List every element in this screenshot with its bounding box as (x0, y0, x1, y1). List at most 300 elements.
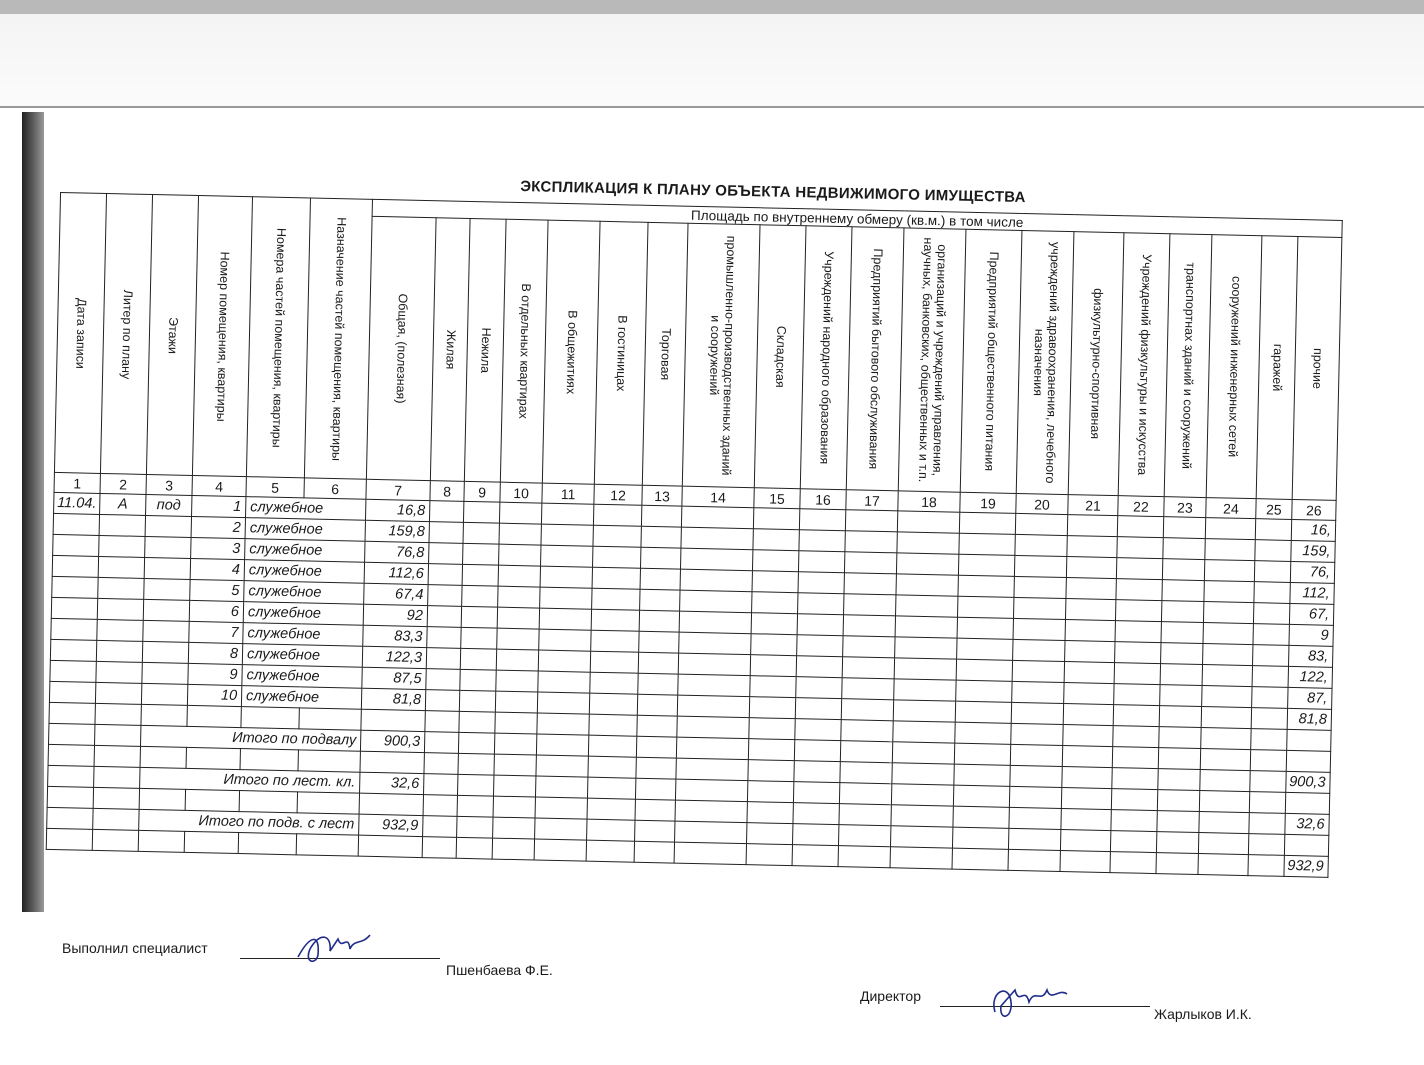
table-cell (678, 674, 750, 697)
table-cell (536, 755, 588, 777)
table-cell (639, 631, 679, 653)
floor-cell (144, 578, 190, 600)
other-area-cell (1284, 834, 1328, 856)
table-cell (795, 719, 841, 741)
header-total: Общая, (полезная) (366, 216, 436, 480)
liter-cell (97, 619, 143, 641)
liter-cell (93, 808, 139, 830)
table-cell (680, 569, 752, 592)
table-cell (1013, 618, 1065, 640)
header-organizations: организаций и учреждений управления, научных, банковских, общественных и т.п. (898, 228, 966, 492)
table-cell (1253, 624, 1289, 646)
other-area-cell (1285, 792, 1329, 814)
table-cell (794, 740, 840, 762)
table-cell (493, 775, 535, 797)
table-cell (1157, 790, 1199, 812)
date-cell (52, 555, 98, 577)
date-cell (49, 681, 95, 703)
table-cell (1201, 728, 1251, 750)
table-cell (1159, 727, 1201, 749)
table-cell (498, 586, 540, 608)
header-living: Жилая (430, 218, 470, 482)
table-cell (1113, 705, 1159, 727)
total-area-cell: 122,3 (362, 646, 426, 668)
table-cell (679, 632, 751, 655)
table-cell (591, 630, 639, 652)
header-trade: Торговая (642, 222, 688, 486)
table-cell (496, 670, 538, 692)
table-cell (1163, 538, 1205, 560)
total-area-cell: 87,5 (362, 667, 426, 689)
table-cell (1205, 518, 1255, 540)
col-num: 21 (1068, 495, 1118, 516)
table-cell (748, 739, 794, 761)
header-transport: транспортнах зданий и сооружений (1164, 234, 1212, 498)
table-cell (838, 846, 890, 868)
table-cell (641, 526, 681, 548)
table-cell (678, 653, 750, 676)
table-cell (1110, 831, 1156, 853)
purpose-cell: служебное (243, 602, 363, 626)
table-cell (797, 635, 843, 657)
table-cell (1252, 687, 1288, 709)
table-cell (894, 679, 956, 701)
table-cell (494, 754, 536, 776)
table-cell (459, 711, 495, 733)
table-cell (640, 547, 680, 569)
liter-cell (97, 598, 143, 620)
header-hotels: В гостиницах (594, 221, 648, 485)
header-room-parts: Номера частей помещения, квартиры (246, 197, 310, 478)
table-cell (1008, 849, 1060, 871)
date-cell (46, 828, 92, 850)
table-cell (753, 529, 799, 551)
table-cell (798, 593, 844, 615)
floor-cell (145, 536, 191, 558)
date-cell (51, 618, 97, 640)
table-cell (752, 571, 798, 593)
subtotal-value: 900,3 (360, 730, 424, 752)
table-cell (957, 638, 1013, 660)
table-cell (799, 509, 845, 531)
table-cell (535, 776, 587, 798)
table-cell (1202, 686, 1252, 708)
table-cell (1198, 832, 1248, 854)
room-number-cell: 8 (188, 642, 242, 664)
header-room-number: Номер помещения, квартиры (192, 196, 252, 477)
purpose-cell: служебное (242, 644, 362, 668)
table-cell (893, 721, 955, 743)
table-cell (638, 652, 678, 674)
table-cell (1014, 555, 1066, 577)
table-cell (792, 845, 838, 867)
table-cell (238, 833, 296, 855)
table-cell (1159, 706, 1201, 728)
table-cell (681, 506, 753, 529)
table-cell (675, 800, 747, 823)
table-cell (1198, 853, 1248, 875)
header-industrial: промышленно-производственных зданий и сооружений (682, 223, 760, 488)
table-cell (1161, 601, 1203, 623)
table-cell (139, 788, 185, 810)
floor-cell (141, 683, 187, 705)
table-cell (138, 830, 184, 852)
table-cell (795, 698, 841, 720)
table-cell (895, 637, 957, 659)
table-cell (952, 848, 1008, 870)
table-cell (1156, 832, 1198, 854)
table-cell (753, 508, 799, 530)
table-cell (959, 512, 1015, 534)
table-cell (1251, 729, 1287, 751)
table-cell (497, 628, 539, 650)
table-cell (299, 708, 361, 730)
specialist-name: Пшенбаева Ф.Е. (446, 962, 553, 978)
table-cell (538, 650, 590, 672)
table-cell (186, 747, 240, 769)
table-cell (425, 690, 459, 712)
date-cell (49, 723, 95, 745)
liter-cell (99, 514, 145, 536)
table-cell (460, 669, 496, 691)
table-cell (495, 691, 537, 713)
table-cell (796, 656, 842, 678)
table-cell (1012, 681, 1064, 703)
table-cell (462, 585, 498, 607)
table-cell (535, 818, 587, 840)
table-cell (589, 714, 637, 736)
table-cell (952, 827, 1008, 849)
date-cell (47, 807, 93, 829)
table-cell (635, 799, 675, 821)
table-cell (424, 753, 458, 775)
table-cell (241, 707, 299, 729)
table-cell (493, 796, 535, 818)
table-cell (1116, 558, 1162, 580)
table-cell (1160, 664, 1202, 686)
table-cell (184, 831, 238, 853)
liter-cell: А (100, 493, 146, 515)
date-cell (47, 786, 93, 808)
date-cell (49, 702, 95, 724)
table-cell (634, 841, 674, 863)
table-cell (1014, 576, 1066, 598)
table-cell (1060, 829, 1110, 851)
date-cell (52, 576, 98, 598)
table-cell (535, 797, 587, 819)
table-cell (1015, 534, 1067, 556)
table-cell (748, 760, 794, 782)
table-cell (424, 732, 458, 754)
table-cell (540, 566, 592, 588)
table-cell (537, 713, 589, 735)
table-cell (427, 606, 461, 628)
table-cell (793, 824, 839, 846)
col-num: 8 (430, 481, 464, 502)
table-cell (953, 806, 1009, 828)
table-cell (844, 573, 896, 595)
table-cell (1111, 810, 1157, 832)
other-area-cell: 122, (1288, 666, 1332, 688)
liter-cell (94, 766, 140, 788)
header-purpose: Назначение частей помещения, квартиры (304, 198, 372, 479)
date-cell (48, 765, 94, 787)
table-cell (641, 505, 681, 527)
table-cell (674, 842, 746, 865)
table-cell (751, 634, 797, 656)
header-floors: Этажи (146, 195, 198, 476)
room-number-cell: 7 (189, 621, 243, 643)
table-cell (1110, 852, 1156, 874)
other-area-cell: 900,3 (1286, 771, 1330, 793)
table-cell (1252, 666, 1288, 688)
table-cell (842, 678, 894, 700)
date-cell (53, 513, 99, 535)
table-cell (494, 733, 536, 755)
header-sports: физкультурно-спортивная (1068, 232, 1124, 496)
specialist-signature (290, 925, 380, 970)
room-number-cell: 1 (192, 495, 246, 517)
table-cell (592, 588, 640, 610)
table-cell (640, 568, 680, 590)
subtotal-label: Итого по лест. кл. (140, 767, 360, 793)
date-cell (50, 639, 96, 661)
table-cell (499, 502, 541, 524)
table-cell (1064, 683, 1114, 705)
table-cell (640, 589, 680, 611)
director-label: Директор (860, 988, 921, 1004)
table-cell (240, 749, 298, 771)
table-cell (1163, 517, 1205, 539)
table-cell (426, 669, 460, 691)
table-cell (461, 627, 497, 649)
table-cell (495, 712, 537, 734)
table-cell (140, 746, 186, 768)
table-cell (636, 757, 676, 779)
table-cell (1202, 665, 1252, 687)
table-cell (456, 837, 492, 859)
table-cell (1203, 623, 1253, 645)
table-cell (890, 847, 952, 869)
table-cell (428, 564, 462, 586)
table-cell (358, 835, 422, 857)
table-cell (428, 585, 462, 607)
table-cell (752, 592, 798, 614)
table-cell (499, 523, 541, 545)
table-cell (750, 655, 796, 677)
table-cell (539, 629, 591, 651)
table-cell (1116, 579, 1162, 601)
floor-cell (142, 641, 188, 663)
table-cell (677, 716, 749, 739)
header-separate-apartments: В отдельных квартирах (500, 219, 548, 483)
room-number-cell: 10 (187, 684, 241, 706)
table-cell (839, 804, 891, 826)
col-num: 17 (846, 490, 898, 511)
liter-cell (96, 661, 142, 683)
total-area-cell: 76,8 (365, 541, 429, 563)
table-cell (1009, 786, 1061, 808)
table-cell (458, 753, 494, 775)
table-cell (423, 816, 457, 838)
header-dormitories: В общежитиях (542, 220, 600, 484)
col-num: 7 (366, 479, 430, 500)
floor-cell (144, 557, 190, 579)
table-cell (750, 676, 796, 698)
other-area-cell: 83, (1289, 645, 1333, 667)
subtotal-value: 932,9 (359, 814, 423, 836)
table-cell (1250, 771, 1286, 793)
col-num: 3 (146, 474, 192, 495)
table-cell (493, 817, 535, 839)
table-cell (752, 550, 798, 572)
room-number-cell: 4 (190, 558, 244, 580)
table-cell (426, 648, 460, 670)
table-cell (896, 595, 958, 617)
room-number-cell: 5 (190, 579, 244, 601)
floor-cell (142, 662, 188, 684)
table-cell (591, 609, 639, 631)
table-cell (895, 616, 957, 638)
table-cell (677, 695, 749, 718)
other-area-cell: 16, (1291, 519, 1335, 541)
other-area-cell: 112, (1290, 582, 1334, 604)
table-cell (1254, 582, 1290, 604)
other-area-cell: 159, (1291, 540, 1335, 562)
table-cell (959, 533, 1015, 555)
col-num: 19 (960, 492, 1016, 513)
table-cell (637, 694, 677, 716)
table-cell (675, 779, 747, 802)
table-cell (497, 607, 539, 629)
table-cell (1061, 787, 1111, 809)
table-cell (1065, 620, 1115, 642)
table-cell (593, 525, 641, 547)
col-num: 2 (100, 473, 146, 494)
table-cell (1161, 643, 1203, 665)
table-cell (636, 736, 676, 758)
table-cell (799, 530, 845, 552)
table-cell (1156, 853, 1198, 875)
table-cell (1063, 704, 1113, 726)
table-cell (499, 544, 541, 566)
table-cell (1248, 834, 1284, 856)
table-cell (1012, 660, 1064, 682)
subtotal-label: Итого по подв. с лест (139, 809, 359, 835)
director-signature (985, 972, 1075, 1027)
floor-cell: под (146, 494, 192, 516)
table-cell (639, 610, 679, 632)
table-cell (298, 750, 360, 772)
header-area-group: Площадь по внутреннему обмеру (кв.м.) в том числе (372, 199, 1342, 237)
date-cell (53, 534, 99, 556)
table-cell (1060, 850, 1110, 872)
table-cell (1115, 600, 1161, 622)
table-cell (239, 791, 297, 813)
table-cell (1013, 597, 1065, 619)
table-cell (498, 565, 540, 587)
liter-cell (98, 577, 144, 599)
total-area-cell: 112,6 (364, 562, 428, 584)
other-area-cell: 9 (1289, 624, 1333, 646)
room-number-cell: 9 (188, 663, 242, 685)
table-cell (1011, 702, 1063, 724)
table-cell (894, 658, 956, 680)
table-cell (637, 715, 677, 737)
room-number-cell: 2 (191, 516, 245, 538)
table-cell (361, 709, 425, 731)
date-cell: 11.04. (54, 492, 100, 514)
table-cell (1015, 513, 1067, 535)
table-cell (458, 732, 494, 754)
table-cell (1117, 516, 1163, 538)
table-cell (536, 734, 588, 756)
table-cell (462, 564, 498, 586)
table-cell (1158, 769, 1200, 791)
table-cell (429, 501, 463, 523)
table-cell (457, 795, 493, 817)
table-cell (457, 816, 493, 838)
col-num: 4 (192, 475, 246, 496)
table-cell (1254, 561, 1290, 583)
table-cell (891, 784, 953, 806)
table-cell (1064, 662, 1114, 684)
table-cell (463, 522, 499, 544)
table-cell (541, 524, 593, 546)
specialist-label: Выполнил специалист (62, 940, 208, 956)
table-cell (1248, 855, 1284, 877)
header-consumer-services: Предприятий бытового обслуживания (846, 227, 904, 491)
table-cell (890, 826, 952, 848)
table-cell (1255, 540, 1291, 562)
table-cell (593, 504, 641, 526)
table-cell (593, 546, 641, 568)
table-cell (589, 693, 637, 715)
header-engineering: сооружений инженерных сетей (1206, 235, 1262, 499)
table-cell (1115, 642, 1161, 664)
table-cell (422, 837, 456, 859)
total-area-cell: 83,3 (363, 625, 427, 647)
table-cell (297, 792, 359, 814)
col-num: 24 (1206, 498, 1256, 519)
table-cell (793, 803, 839, 825)
table-cell (1065, 641, 1115, 663)
col-num: 14 (682, 486, 754, 508)
table-cell (1112, 747, 1158, 769)
floor-cell (145, 515, 191, 537)
table-cell (1112, 768, 1158, 790)
table-cell (892, 763, 954, 785)
table-cell (1205, 539, 1255, 561)
table-cell (797, 614, 843, 636)
table-cell (1114, 684, 1160, 706)
table-cell (793, 782, 839, 804)
table-cell (747, 823, 793, 845)
table-cell (843, 615, 895, 637)
table-cell (461, 606, 497, 628)
other-area-cell (1287, 729, 1331, 751)
table-cell (747, 781, 793, 803)
table-cell (460, 648, 496, 670)
table-cell (1255, 519, 1291, 541)
table-cell (897, 532, 959, 554)
table-cell (492, 838, 534, 860)
col-num: 20 (1016, 493, 1068, 514)
table-cell (680, 590, 752, 613)
header-other: прочие (1292, 237, 1342, 501)
total-area-cell: 81,8 (361, 688, 425, 710)
table-cell (587, 777, 635, 799)
